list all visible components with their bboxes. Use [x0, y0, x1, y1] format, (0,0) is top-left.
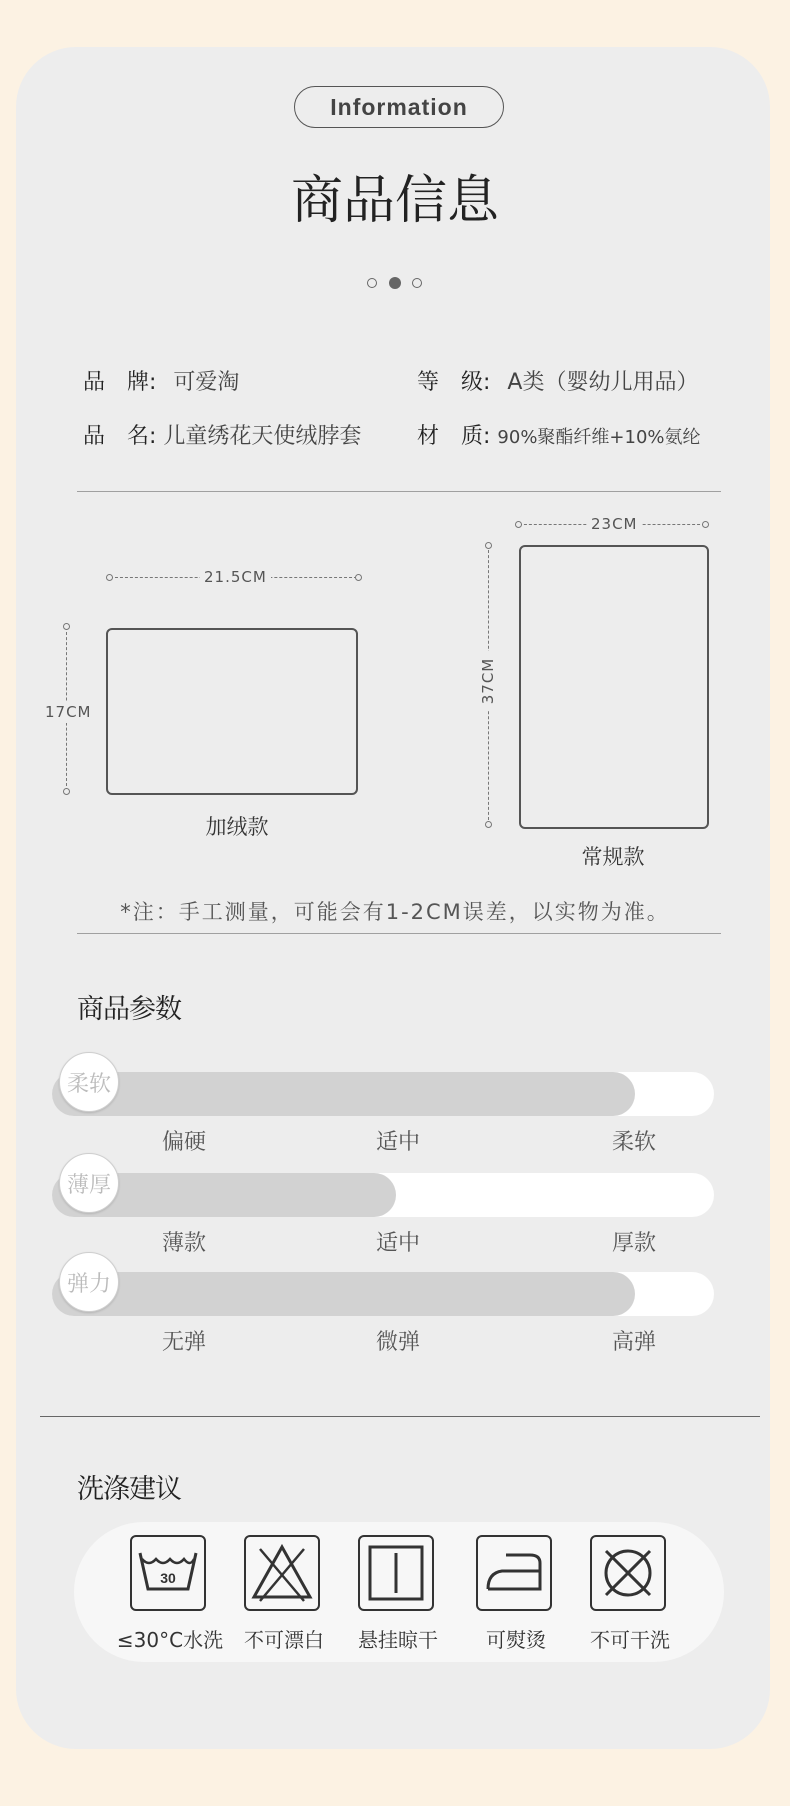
- dimension-end: [355, 574, 362, 581]
- iron-icon: [476, 1535, 552, 1611]
- information-badge: Information: [294, 86, 504, 128]
- dimension-end: [515, 521, 522, 528]
- grade-label: 等 级:: [417, 370, 491, 395]
- wash-label: 不可漂白: [244, 1628, 324, 1652]
- wash-label: 不可干洗: [590, 1628, 670, 1652]
- material-label: 材 质:: [417, 424, 491, 449]
- brand-value: 可爱淘: [173, 370, 240, 395]
- wash-label: 可熨烫: [486, 1628, 546, 1652]
- param-scale-label: 微弹: [375, 1330, 420, 1355]
- param-scale-label: 柔软: [611, 1130, 656, 1155]
- params-title: 商品参数: [77, 994, 181, 1025]
- dimension-end: [106, 574, 113, 581]
- param-scale-label: 无弹: [161, 1330, 206, 1355]
- hang-dry-icon: [358, 1535, 434, 1611]
- plush-height-label: 17CM: [45, 703, 92, 721]
- param-fill: [52, 1272, 635, 1316]
- brand-label: 品 牌:: [83, 370, 157, 395]
- regular-width-label: 23CM: [588, 515, 641, 533]
- wash-label: 悬挂晾干: [358, 1628, 438, 1652]
- param-scale-label: 适中: [375, 1130, 420, 1155]
- param-knob: 弹力: [59, 1252, 119, 1312]
- param-scale-label: 偏硬: [161, 1130, 206, 1155]
- param-scale-label: 高弹: [611, 1330, 656, 1355]
- dimension-end: [702, 521, 709, 528]
- wash-title: 洗涤建议: [77, 1474, 181, 1505]
- no-bleach-icon: [244, 1535, 320, 1611]
- no-dry-clean-icon: [590, 1535, 666, 1611]
- plush-size-rect: [106, 628, 358, 795]
- divider: [77, 491, 721, 492]
- param-fill: [52, 1072, 635, 1116]
- name-value: 儿童绣花天使绒脖套: [163, 424, 362, 449]
- dimension-end: [63, 623, 70, 630]
- grade-row: [417, 365, 698, 396]
- divider: [77, 933, 721, 934]
- page-dot: [412, 278, 422, 288]
- dimension-end: [485, 821, 492, 828]
- measurement-note: *注：手工测量，可能会有1-2CM误差，以实物为准。: [120, 900, 670, 924]
- regular-size-rect: [519, 545, 709, 829]
- name-row: [83, 419, 361, 450]
- brand-row: [83, 365, 239, 396]
- name-label: 品 名:: [83, 424, 157, 449]
- dimension-end: [63, 788, 70, 795]
- divider: [40, 1416, 760, 1417]
- plush-caption: 加绒款: [205, 815, 269, 839]
- wash-temp-text: 30: [160, 1570, 176, 1586]
- plush-width-label: 21.5CM: [200, 568, 271, 586]
- wash-label: ≤30°C水洗: [116, 1628, 224, 1652]
- param-scale-label: 薄款: [161, 1231, 206, 1256]
- param-knob: 薄厚: [59, 1153, 119, 1213]
- regular-height-label: 37CM: [479, 651, 497, 711]
- wash-30-icon: [130, 1535, 206, 1611]
- grade-value: A类（婴幼儿用品）: [507, 370, 699, 395]
- material-value: 90%聚酯纤维+10%氨纶: [497, 427, 701, 448]
- page-dot: [367, 278, 377, 288]
- material-row: [417, 419, 701, 450]
- regular-caption: 常规款: [581, 845, 645, 869]
- page-dot-active: [389, 277, 401, 289]
- param-knob: 柔软: [59, 1052, 119, 1112]
- param-scale-label: 适中: [375, 1231, 420, 1256]
- param-scale-label: 厚款: [611, 1231, 656, 1256]
- page-title: 商品信息: [290, 171, 499, 231]
- dimension-end: [485, 542, 492, 549]
